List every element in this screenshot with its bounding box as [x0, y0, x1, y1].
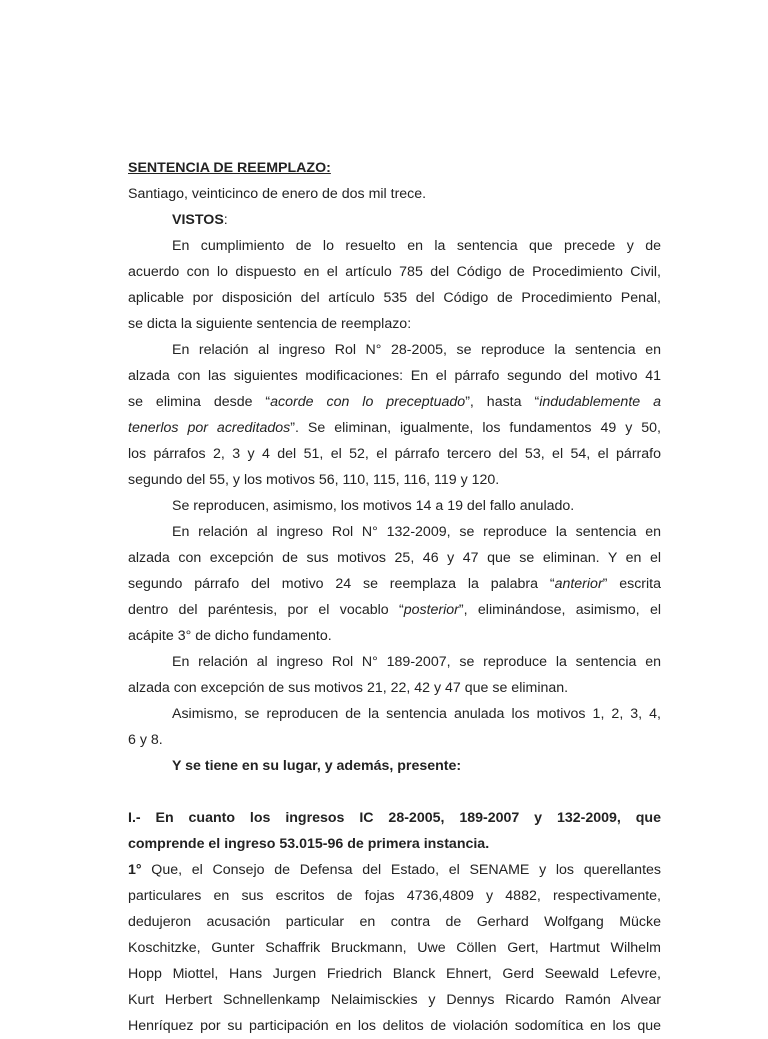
item1-line-7: Henríquez por su participación en los delitos de violación sodomítica en los que	[128, 1018, 661, 1034]
vistos-word: VISTOS	[172, 212, 224, 228]
p6-line-1: Asimismo, se reproducen de la sentencia anulada los motivos 1, 2, 3, 4,	[172, 706, 661, 722]
p2-line-5: los párrafos 2, 3 y 4 del 51, el 52, el párrafo tercero del 53, el 54, el párrafo	[128, 446, 661, 462]
section-heading-line-2: comprende el ingreso 53.015-96 de primera instancia.	[128, 836, 490, 852]
p1-line-3: aplicable por disposición del artículo 535 del Código de Procedimiento Penal,	[128, 290, 661, 306]
p2-l3-a: se elimina desde “	[128, 394, 271, 410]
p2-l3-italic-1: acorde con lo preceptuado	[270, 394, 466, 410]
p3-line: Se reproducen, asimismo, los motivos 14 a 19 del fallo anulado.	[172, 498, 575, 514]
item1-line-4: Koschitzke, Gunter Schaffrik Bruckmann, Uwe Cöllen Gert, Hartmut Wilhelm	[128, 940, 661, 956]
p4-line-4	[128, 597, 661, 623]
p5-line-1: En relación al ingreso Rol N° 189-2007, se reproduce la sentencia en	[172, 654, 661, 670]
p4-l4-b: ”, eliminándose, asimismo, el	[458, 602, 661, 618]
document-heading: SENTENCIA DE REEMPLAZO:	[128, 160, 331, 176]
p4-l3-italic: anterior	[554, 576, 603, 592]
p2-line-6: segundo del 55, y los motivos 56, 110, 115, 116, 119 y 120.	[128, 472, 500, 488]
p1-line-1: En cumplimiento de lo resuelto en la sentencia que precede y de	[172, 238, 661, 254]
p4-line-1: En relación al ingreso Rol N° 132-2009, se reproduce la sentencia en	[172, 524, 661, 540]
item1-line-1	[128, 857, 661, 883]
vistos-label	[172, 207, 661, 233]
place-date: Santiago, veinticinco de enero de dos mil trece.	[128, 186, 427, 202]
item1-line-3: dedujeron acusación particular en contra de Gerhard Wolfgang Mücke	[128, 914, 661, 930]
p1-line-4: se dicta la siguiente sentencia de reemplazo:	[128, 316, 412, 332]
p7-line: Y se tiene en su lugar, y además, presente:	[172, 758, 462, 774]
p4-line-2: alzada con excepción de sus motivos 25, 46 y 47 que se eliminan. Y en el	[128, 550, 661, 566]
item1-line-2: particulares en sus escritos de fojas 4736,4809 y 4882, respectivamente,	[128, 888, 661, 904]
item1-number: 1°	[128, 862, 142, 878]
p4-l3-a: segundo párrafo del motivo 24 se reemplaza la palabra “	[128, 576, 555, 592]
p2-line-4	[128, 415, 661, 441]
item1-line-6: Kurt Herbert Schnellenkamp Nelaimisckies y Dennys Ricardo Ramón Alvear	[128, 992, 661, 1008]
item1-l1-text: Que, el Consejo de Defensa del Estado, el SENAME y los querellantes	[141, 862, 661, 878]
p2-l4-italic: tenerlos por acreditados	[128, 420, 291, 436]
p1-line-2: acuerdo con lo dispuesto en el artículo 785 del Código de Procedimiento Civil,	[128, 264, 661, 280]
p2-line-2: alzada con las siguientes modificaciones: En el párrafo segundo del motivo 41	[128, 368, 661, 384]
vistos-colon: :	[223, 212, 228, 228]
p2-l3-italic-2: indudablemente a	[539, 394, 661, 410]
p4-line-3	[128, 571, 661, 597]
section-heading-line-1: I.- En cuanto los ingresos IC 28-2005, 189-2007 y 132-2009, que	[128, 810, 661, 826]
p2-line-3	[128, 389, 661, 415]
p2-l4-b: ”. Se eliminan, igualmente, los fundamentos 49 y 50,	[290, 420, 661, 436]
p4-line-5: acápite 3° de dicho fundamento.	[128, 628, 332, 644]
p4-l4-a: dentro del paréntesis, por el vocablo “	[128, 602, 404, 618]
item1-line-5: Hopp Miottel, Hans Jurgen Friedrich Blanck Ehnert, Gerd Seewald Lefevre,	[128, 966, 661, 982]
p5-line-2: alzada con excepción de sus motivos 21, 22, 42 y 47 que se eliminan.	[128, 680, 569, 696]
p2-line-1: En relación al ingreso Rol N° 28-2005, se reproduce la sentencia en	[172, 342, 661, 358]
p2-l3-b: ”, hasta “	[465, 394, 540, 410]
p4-l4-italic: posterior	[403, 602, 459, 618]
p6-line-2: 6 y 8.	[128, 732, 163, 748]
p4-l3-b: ” escrita	[602, 576, 661, 592]
